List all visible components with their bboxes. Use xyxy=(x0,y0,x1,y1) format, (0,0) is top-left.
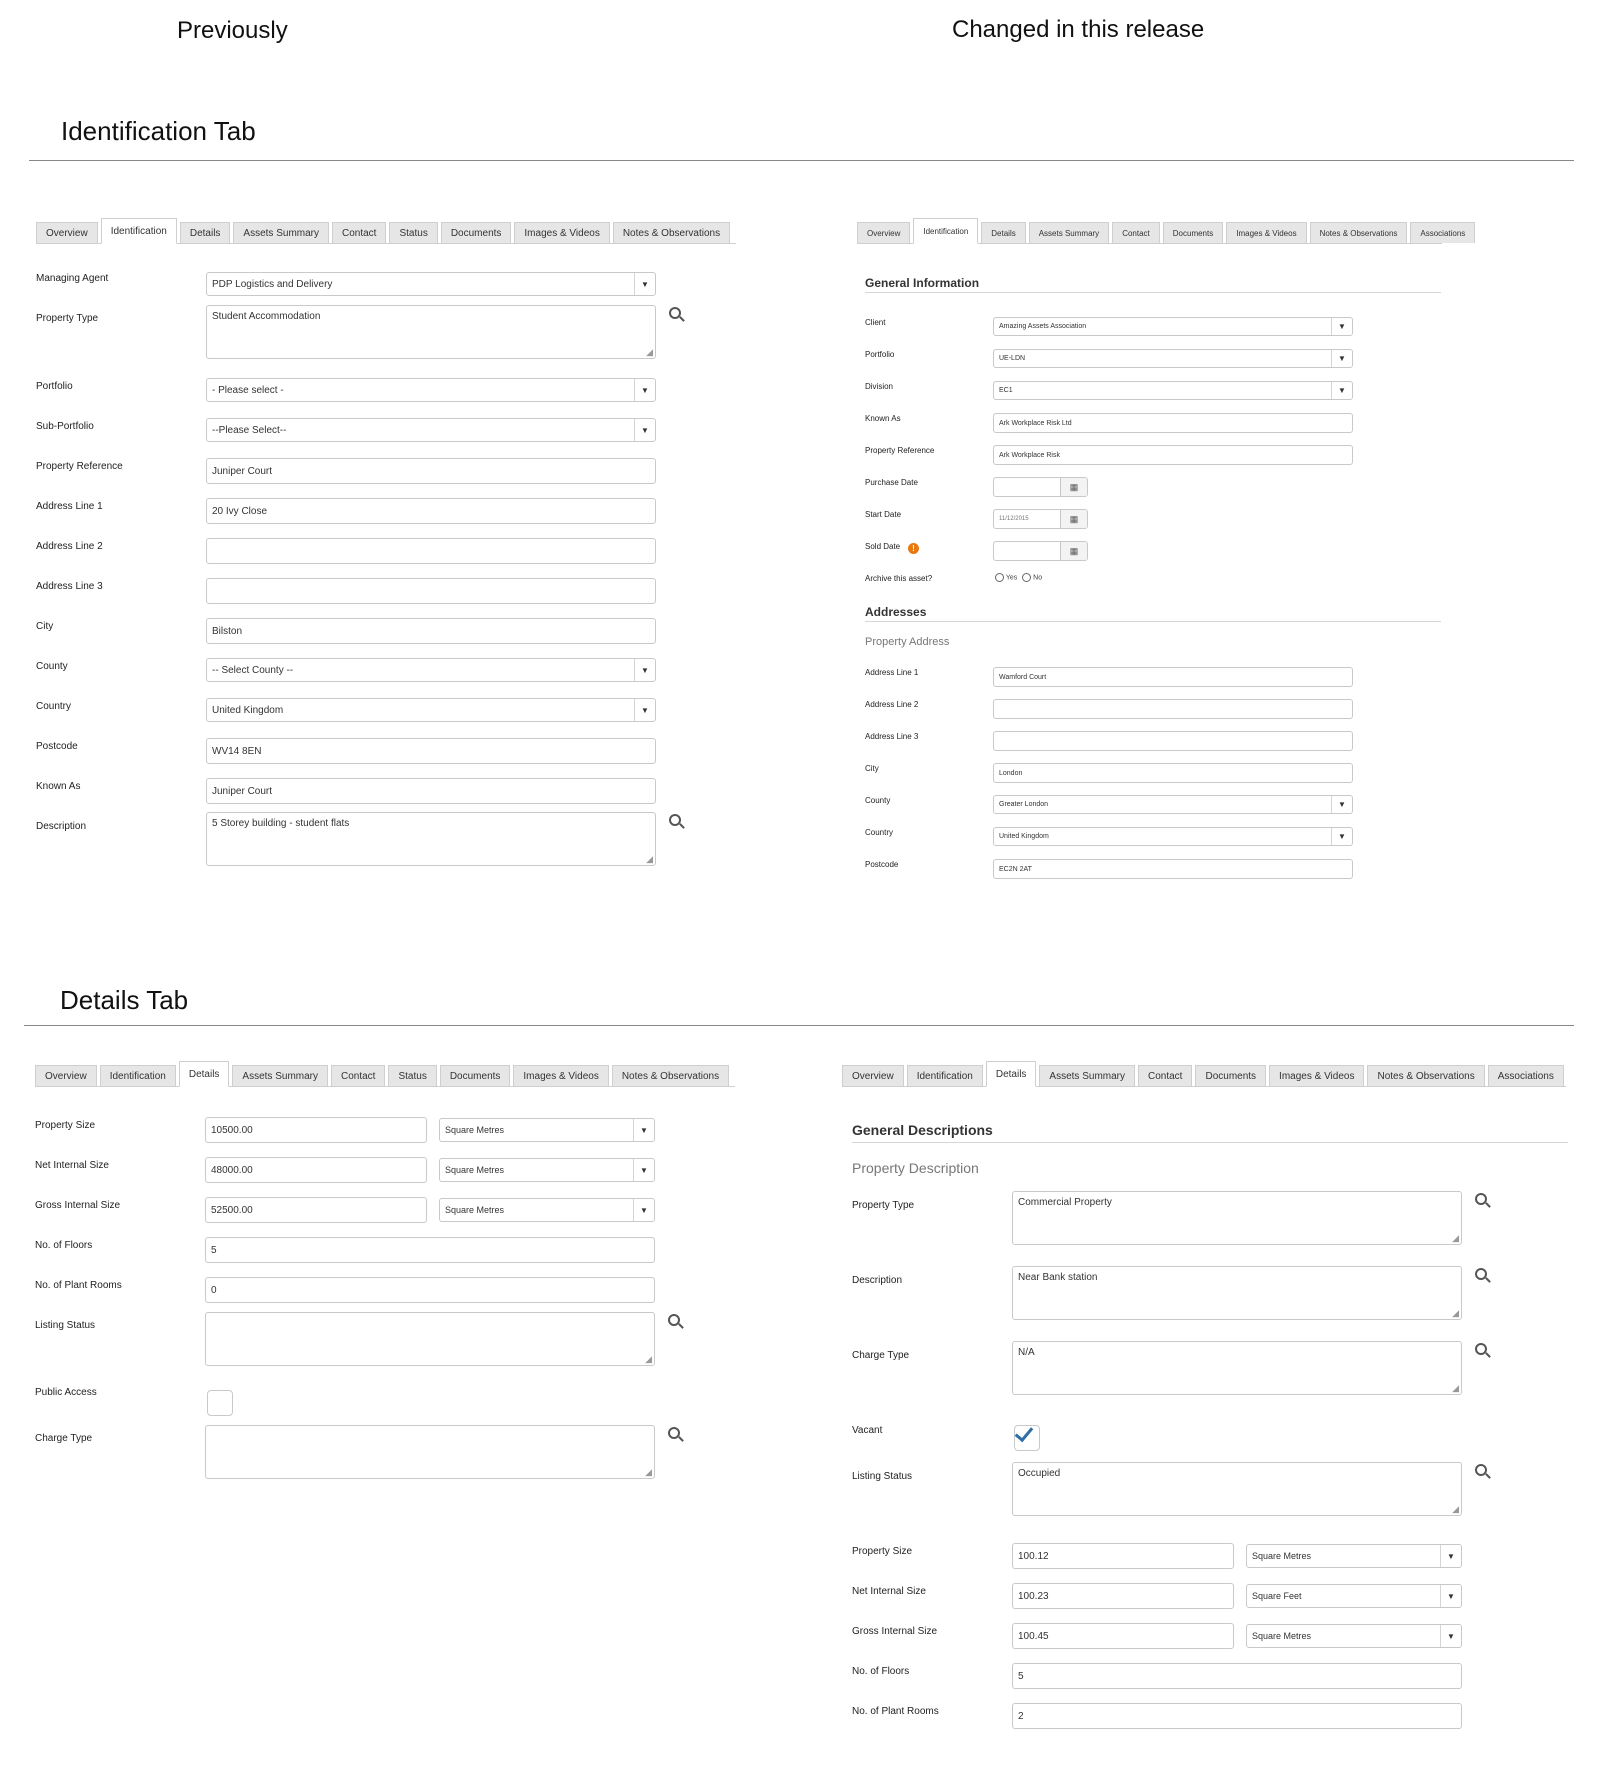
charge-type-textarea[interactable]: N/A ◢ xyxy=(1012,1341,1462,1395)
field-label: Vacant xyxy=(852,1425,883,1436)
address-line-2-input[interactable] xyxy=(993,699,1353,719)
chevron-down-icon: ▼ xyxy=(1440,1585,1461,1607)
divider xyxy=(865,292,1441,293)
county-select[interactable]: Greater London ▼ xyxy=(993,795,1353,814)
changed-header: Changed in this release xyxy=(952,16,1205,43)
listing-status-textarea[interactable]: Occupied ◢ xyxy=(1012,1462,1462,1516)
country-select[interactable]: United Kingdom ▼ xyxy=(993,827,1353,846)
floors-input[interactable]: 5 xyxy=(1012,1663,1462,1689)
field-label: Start Date xyxy=(865,510,902,519)
divider xyxy=(852,1142,1568,1143)
tab-images-videos[interactable]: Images & Videos xyxy=(1226,222,1306,243)
chevron-down-icon: ▼ xyxy=(634,273,655,295)
postcode-input[interactable]: EC2N 2AT xyxy=(993,859,1353,879)
divider xyxy=(865,621,1441,622)
tab-details[interactable]: Details xyxy=(179,1061,230,1087)
calendar-icon[interactable]: ▦ xyxy=(1060,542,1087,560)
chevron-down-icon: ▼ xyxy=(1331,382,1352,399)
tab-documents[interactable]: Documents xyxy=(440,1065,511,1086)
field-label: Net Internal Size xyxy=(35,1160,109,1171)
field-label: Postcode xyxy=(36,741,78,752)
gross-internal-unit-select[interactable]: Square Metres ▼ xyxy=(1246,1624,1462,1648)
field-label: Country xyxy=(865,828,894,837)
tab-notes-observations[interactable]: Notes & Observations xyxy=(1367,1065,1484,1086)
property-size-unit-select[interactable]: Square Metres ▼ xyxy=(1246,1544,1462,1568)
field-label: Division xyxy=(865,382,894,391)
field-label: Property Reference xyxy=(36,461,123,472)
field-label: Client xyxy=(865,318,886,327)
field-label: Gross Internal Size xyxy=(852,1626,938,1637)
details-section-title: Details Tab xyxy=(60,985,189,1015)
tab-overview[interactable]: Overview xyxy=(857,222,910,243)
chevron-down-icon: ▼ xyxy=(634,419,655,441)
address-line-1-input[interactable]: Wamford Court xyxy=(993,667,1353,687)
field-label: Property Reference xyxy=(865,446,935,455)
city-input[interactable]: Bilston xyxy=(206,618,656,644)
field-label: City xyxy=(36,621,54,632)
tab-notes-observations[interactable]: Notes & Observations xyxy=(613,222,730,243)
charge-type-textarea[interactable]: ◢ xyxy=(205,1425,655,1479)
city-input[interactable]: London xyxy=(993,763,1353,783)
net-internal-unit-select[interactable]: Square Feet ▼ xyxy=(1246,1584,1462,1608)
net-internal-size-input[interactable]: 100.23 xyxy=(1012,1583,1234,1609)
section-divider xyxy=(29,160,1574,161)
tab-identification[interactable]: Identification xyxy=(907,1065,983,1086)
field-label: No. of Floors xyxy=(852,1666,910,1677)
tab-contact[interactable]: Contact xyxy=(1138,1065,1192,1086)
plant-rooms-input[interactable]: 2 xyxy=(1012,1703,1462,1729)
listing-status-textarea[interactable]: ◢ xyxy=(205,1312,655,1366)
tab-bar xyxy=(36,219,736,244)
field-label: City xyxy=(865,764,879,773)
purchase-date-input[interactable] xyxy=(993,477,1088,497)
field-label: Country xyxy=(36,701,72,712)
field-label: Known As xyxy=(865,414,901,423)
tab-notes-observations[interactable]: Notes & Observations xyxy=(1310,222,1408,243)
tab-assets-summary[interactable]: Assets Summary xyxy=(232,1065,328,1086)
tab-bar xyxy=(35,1062,735,1087)
old-identification-panel xyxy=(36,219,736,899)
field-label: Address Line 1 xyxy=(36,501,103,512)
chevron-down-icon: ▼ xyxy=(1331,796,1352,813)
chevron-down-icon: ▼ xyxy=(633,1199,654,1221)
tab-documents[interactable]: Documents xyxy=(441,222,512,243)
search-icon[interactable] xyxy=(669,307,681,319)
field-label: Listing Status xyxy=(35,1320,96,1331)
chevron-down-icon: ▼ xyxy=(1440,1625,1461,1647)
gross-internal-unit-select[interactable]: Square Metres ▼ xyxy=(439,1198,655,1222)
vacant-checkbox[interactable] xyxy=(1014,1425,1040,1451)
field-label: Managing Agent xyxy=(36,273,109,284)
field-label: No. of Plant Rooms xyxy=(852,1706,939,1717)
net-internal-size-input[interactable]: 48000.00 xyxy=(205,1157,427,1183)
country-select[interactable]: United Kingdom ▼ xyxy=(206,698,656,722)
chevron-down-icon: ▼ xyxy=(1331,828,1352,845)
postcode-input[interactable]: WV14 8EN xyxy=(206,738,656,764)
property-size-input[interactable]: 10500.00 xyxy=(205,1117,427,1143)
tab-associations[interactable]: Associations xyxy=(1410,222,1475,243)
property-type-textarea[interactable]: Commercial Property ◢ xyxy=(1012,1191,1462,1245)
chevron-down-icon: ▼ xyxy=(634,699,655,721)
calendar-icon[interactable]: ▦ xyxy=(1060,510,1087,528)
search-icon[interactable] xyxy=(668,1314,680,1326)
tab-contact[interactable]: Contact xyxy=(1112,222,1160,243)
tab-bar xyxy=(857,219,1466,244)
chevron-down-icon: ▼ xyxy=(634,379,655,401)
field-label: Address Line 3 xyxy=(36,581,103,592)
archive-yes-radio[interactable] xyxy=(995,573,1004,582)
chevron-down-icon: ▼ xyxy=(633,1119,654,1141)
tab-overview[interactable]: Overview xyxy=(36,222,98,243)
info-icon[interactable]: ! xyxy=(908,543,919,554)
chevron-down-icon: ▼ xyxy=(633,1159,654,1181)
tab-identification[interactable]: Identification xyxy=(100,1065,176,1086)
description-textarea[interactable]: Near Bank station ◢ xyxy=(1012,1266,1462,1320)
field-label: Address Line 1 xyxy=(865,668,919,677)
field-label: No. of Plant Rooms xyxy=(35,1280,122,1291)
search-icon[interactable] xyxy=(1475,1268,1487,1280)
field-label: Address Line 2 xyxy=(36,541,103,552)
tab-overview[interactable]: Overview xyxy=(35,1065,97,1086)
chevron-down-icon: ▼ xyxy=(1331,350,1352,367)
field-label: No. of Floors xyxy=(35,1240,93,1251)
sub-portfolio-select[interactable]: --Please Select-- ▼ xyxy=(206,418,656,442)
address-line-3-input[interactable] xyxy=(993,731,1353,751)
field-label: Portfolio xyxy=(865,350,895,359)
tab-details[interactable]: Details xyxy=(180,222,231,243)
portfolio-select[interactable]: UE-LDN ▼ xyxy=(993,349,1353,368)
field-label: Purchase Date xyxy=(865,478,918,487)
field-label: Sub-Portfolio xyxy=(36,421,94,432)
search-icon[interactable] xyxy=(669,814,681,826)
field-label: Address Line 2 xyxy=(865,700,919,709)
tab-bar xyxy=(842,1062,1566,1087)
old-details-panel xyxy=(35,1062,735,1502)
field-label: County xyxy=(865,796,891,805)
county-select[interactable]: -- Select County -- ▼ xyxy=(206,658,656,682)
field-label: Address Line 3 xyxy=(865,732,919,741)
tab-assets-summary[interactable]: Assets Summary xyxy=(1039,1065,1135,1086)
known-as-input[interactable]: Ark Workplace Risk Ltd xyxy=(993,413,1353,433)
gross-internal-size-input[interactable]: 52500.00 xyxy=(205,1197,427,1223)
property-address-subheading: Property Address xyxy=(865,636,950,648)
field-label: Description xyxy=(36,821,87,832)
field-label: Net Internal Size xyxy=(852,1586,926,1597)
general-descriptions-heading: General Descriptions xyxy=(852,1122,993,1138)
field-label: Postcode xyxy=(865,860,899,869)
division-select[interactable]: EC1 ▼ xyxy=(993,381,1353,400)
field-label: County xyxy=(36,661,68,672)
chevron-down-icon: ▼ xyxy=(1331,318,1352,335)
description-textarea[interactable]: 5 Storey building - student flats ◢ xyxy=(206,812,656,866)
search-icon[interactable] xyxy=(1475,1464,1487,1476)
tab-images-videos[interactable]: Images & Videos xyxy=(513,1065,608,1086)
tab-documents[interactable]: Documents xyxy=(1163,222,1223,243)
property-size-input[interactable]: 100.12 xyxy=(1012,1543,1234,1569)
field-label: Charge Type xyxy=(852,1350,910,1361)
client-select[interactable]: Amazing Assets Association ▼ xyxy=(993,317,1353,336)
identification-section-title: Identification Tab xyxy=(61,116,256,146)
tab-status[interactable]: Status xyxy=(388,1065,436,1086)
radio-label: No xyxy=(1033,574,1043,582)
general-information-heading: General Information xyxy=(865,276,980,290)
address-line-3-input[interactable] xyxy=(206,578,656,604)
section-divider xyxy=(24,1025,1574,1026)
tab-images-videos[interactable]: Images & Videos xyxy=(1269,1065,1364,1086)
property-type-textarea[interactable]: Student Accommodation ◢ xyxy=(206,305,656,359)
tab-contact[interactable]: Contact xyxy=(332,222,386,243)
public-access-checkbox[interactable] xyxy=(207,1390,233,1416)
plant-rooms-input[interactable]: 0 xyxy=(205,1277,655,1303)
addresses-heading: Addresses xyxy=(865,605,927,619)
previously-header: Previously xyxy=(177,17,288,44)
calendar-icon[interactable]: ▦ xyxy=(1060,478,1087,496)
radio-label: Yes xyxy=(1005,574,1018,582)
field-label: Sold Date xyxy=(865,542,901,551)
tab-notes-observations[interactable]: Notes & Observations xyxy=(612,1065,729,1086)
sold-date-input[interactable] xyxy=(993,541,1088,561)
field-label: Description xyxy=(852,1275,903,1286)
start-date-input[interactable]: 11/12/2015 ▦ xyxy=(993,509,1088,529)
search-icon[interactable] xyxy=(668,1427,680,1439)
tab-identification[interactable]: Identification xyxy=(913,218,978,244)
field-label: Portfolio xyxy=(36,381,73,392)
floors-input[interactable]: 5 xyxy=(205,1237,655,1263)
field-label: Property Type xyxy=(36,313,99,324)
tab-assets-summary[interactable]: Assets Summary xyxy=(233,222,329,243)
gross-internal-size-input[interactable]: 100.45 xyxy=(1012,1623,1234,1649)
tab-overview[interactable]: Overview xyxy=(842,1065,904,1086)
new-identification-panel xyxy=(857,219,1466,899)
search-icon[interactable] xyxy=(1475,1193,1487,1205)
field-label: Gross Internal Size xyxy=(35,1200,121,1211)
address-line-2-input[interactable] xyxy=(206,538,656,564)
tab-assets-summary[interactable]: Assets Summary xyxy=(1029,222,1109,243)
new-details-panel xyxy=(842,1062,1572,1742)
field-label: Known As xyxy=(36,781,81,792)
tab-details[interactable]: Details xyxy=(981,222,1025,243)
portfolio-select[interactable]: - Please select - ▼ xyxy=(206,378,656,402)
search-icon[interactable] xyxy=(1475,1343,1487,1355)
chevron-down-icon: ▼ xyxy=(634,659,655,681)
property-description-subheading: Property Description xyxy=(852,1160,979,1176)
chevron-down-icon: ▼ xyxy=(1440,1545,1461,1567)
property-size-unit-select[interactable]: Square Metres ▼ xyxy=(439,1118,655,1142)
property-reference-input[interactable]: Ark Workplace Risk xyxy=(993,445,1353,465)
field-label: Property Size xyxy=(852,1546,913,1557)
tab-details[interactable]: Details xyxy=(986,1061,1037,1087)
field-label: Public Access xyxy=(35,1387,97,1398)
property-reference-input[interactable]: Juniper Court xyxy=(206,458,656,484)
tab-documents[interactable]: Documents xyxy=(1195,1065,1266,1086)
managing-agent-select[interactable]: PDP Logistics and Delivery ▼ xyxy=(206,272,656,296)
archive-radio-group xyxy=(995,573,1042,582)
field-label: Archive this asset? xyxy=(865,574,933,583)
net-internal-unit-select[interactable]: Square Metres ▼ xyxy=(439,1158,655,1182)
tab-images-videos[interactable]: Images & Videos xyxy=(514,222,609,243)
known-as-input[interactable]: Juniper Court xyxy=(206,778,656,804)
field-label: Property Type xyxy=(852,1200,915,1211)
field-label: Listing Status xyxy=(852,1471,913,1482)
tab-contact[interactable]: Contact xyxy=(331,1065,385,1086)
field-label: Charge Type xyxy=(35,1433,93,1444)
tab-associations[interactable]: Associations xyxy=(1488,1065,1564,1086)
field-label: Property Size xyxy=(35,1120,96,1131)
address-line-1-input[interactable]: 20 Ivy Close xyxy=(206,498,656,524)
archive-no-radio[interactable] xyxy=(1022,573,1031,582)
checkmark-icon xyxy=(1015,1423,1034,1442)
tab-status[interactable]: Status xyxy=(389,222,437,243)
tab-identification[interactable]: Identification xyxy=(101,218,177,244)
